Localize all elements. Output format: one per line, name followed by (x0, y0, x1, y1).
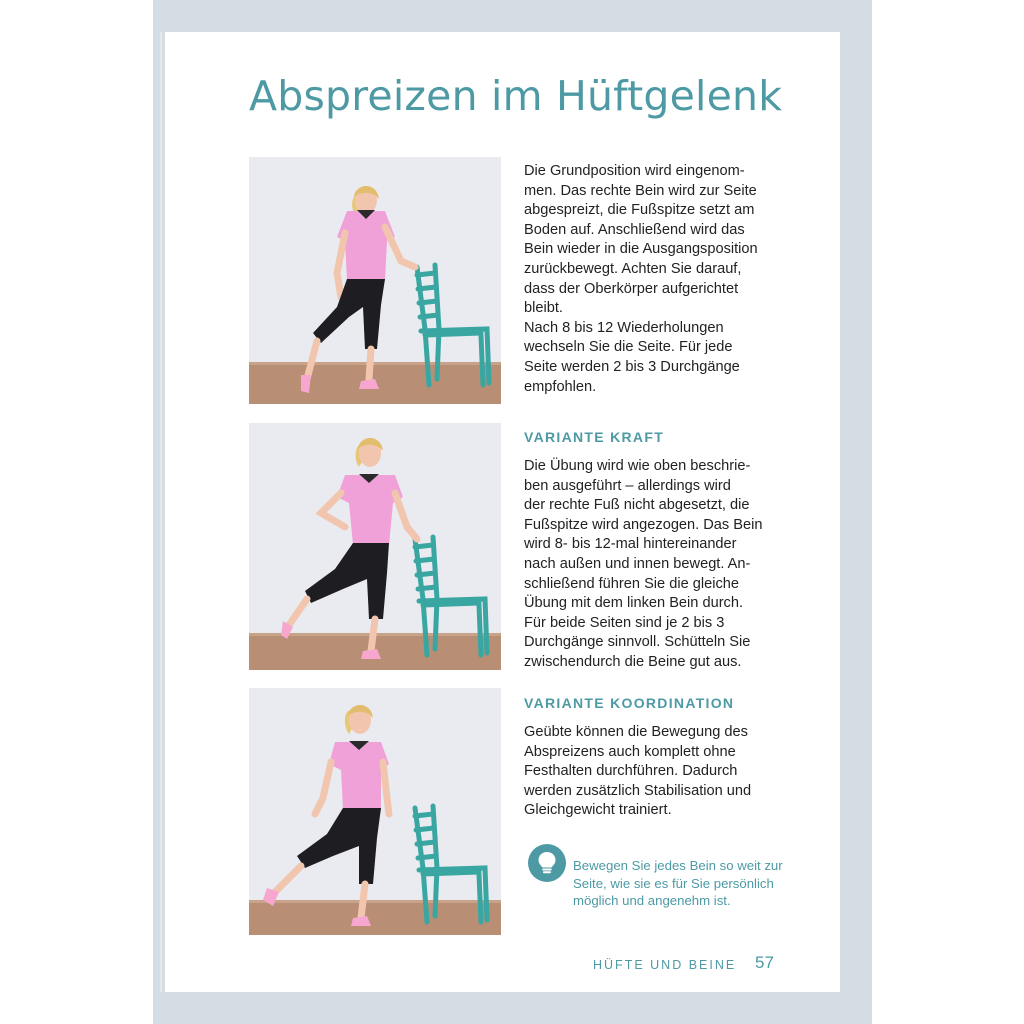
kraft-line: der rechte Fuß nicht abgesetzt, die (524, 497, 750, 514)
footer-section-label: HÜFTE UND BEINE (593, 958, 737, 972)
tip-line: Bewegen Sie jedes Bein so weit zur (573, 858, 783, 873)
intro-line: Bein wieder in die Ausgangsposition (524, 241, 758, 258)
koordination-line: Abspreizens auch komplett ohne (524, 743, 736, 760)
kraft-line: Fußspitze wird angezogen. Das Bein (524, 516, 763, 533)
intro-line: Boden auf. Anschließend wird das (524, 221, 745, 238)
koordination-line: Geübte können die Bewegung des (524, 724, 748, 740)
kraft-line: Die Übung wird wie oben beschrie- (524, 458, 751, 474)
intro-line: wechseln Sie die Seite. Für jede (524, 339, 733, 356)
intro-line: Die Grundposition wird eingenom- (524, 163, 745, 179)
heading-variante-koordination: VARIANTE KOORDINATION (524, 695, 735, 711)
page-edge (160, 32, 162, 992)
koordination-line: Festhalten durchführen. Dadurch (524, 763, 738, 780)
variante-koordination-text (524, 723, 786, 821)
koordination-line: werden zusätzlich Stabilisation und (524, 782, 752, 799)
kraft-line: nach außen und innen bewegt. An- (524, 555, 751, 572)
intro-line: dass der Oberkörper aufgerichtet (524, 280, 739, 297)
intro-line: men. Das rechte Bein wird zur Seite (524, 182, 757, 199)
intro-line: empfohlen. (524, 378, 597, 395)
intro-text (524, 162, 786, 397)
kraft-line: ben ausgeführt – allerdings wird (524, 477, 731, 494)
tip-line: möglich und angenehm ist. (573, 893, 731, 908)
page-number: 57 (755, 953, 774, 972)
intro-line: abgespreizt, die Fußspitze setzt am (524, 202, 755, 219)
variante-kraft-text (524, 457, 786, 673)
exercise-photo-grundposition (249, 157, 501, 404)
lightbulb-icon (528, 844, 566, 882)
kraft-line: schließend führen Sie die gleiche (524, 575, 739, 592)
kraft-line: Durchgänge sinnvoll. Schütteln Sie (524, 634, 751, 651)
intro-line: Seite werden 2 bis 3 Durchgänge (524, 358, 740, 375)
tip-line: Seite, wie sie es für Sie persönlich (573, 875, 774, 891)
koordination-line: Gleichgewicht trainiert. (524, 802, 672, 819)
exercise-photo-variante-koordination (249, 688, 501, 935)
kraft-line: Für beide Seiten sind je 2 bis 3 (524, 614, 725, 631)
heading-variante-kraft: VARIANTE KRAFT (524, 429, 665, 445)
intro-line: zurückbewegt. Achten Sie darauf, (524, 260, 742, 277)
kraft-line: wird 8- bis 12-mal hintereinander (524, 536, 737, 553)
intro-line: Nach 8 bis 12 Wiederholungen (524, 319, 724, 336)
page-title: Abspreizen im Hüftgelenk (249, 72, 783, 120)
tip-text (573, 857, 813, 910)
kraft-line: Übung mit dem linken Bein durch. (524, 595, 744, 612)
intro-line: bleibt. (524, 300, 563, 317)
kraft-line: zwischendurch die Beine gut aus. (524, 653, 742, 670)
exercise-photo-variante-kraft (249, 423, 501, 670)
